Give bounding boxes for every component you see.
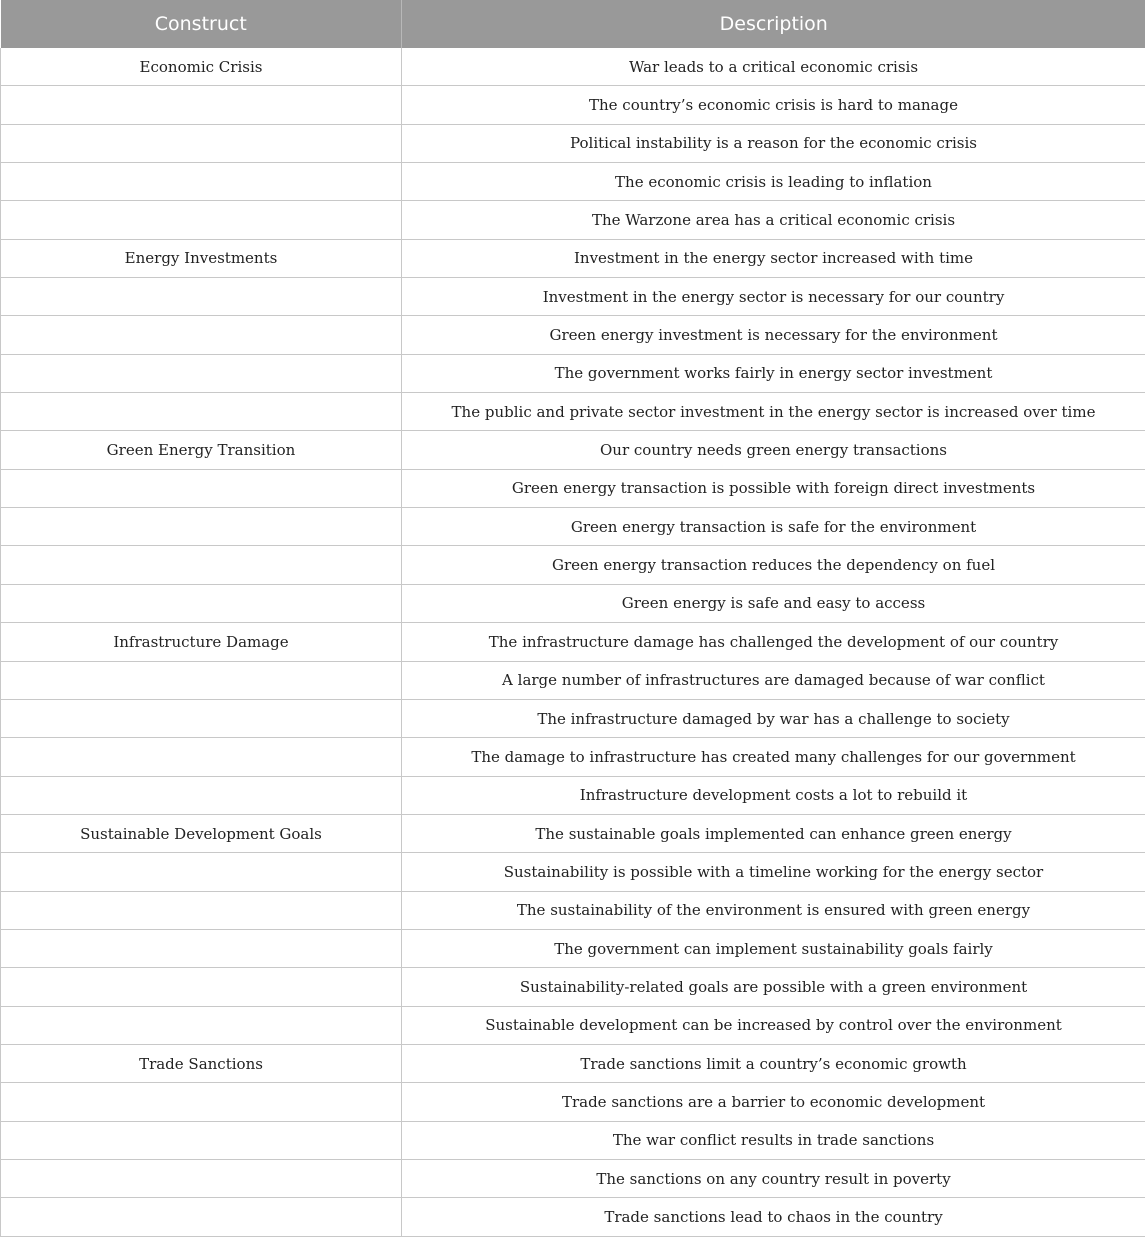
construct-cell — [1, 891, 402, 929]
header-description: Description — [402, 0, 1145, 48]
table-row — [1, 469, 1145, 507]
table-row — [1, 1083, 1145, 1121]
description-cell: The country’s economic crisis is hard to manage — [402, 86, 1145, 124]
header-row — [1, 0, 1145, 48]
description-cell: Sustainable development can be increased by control over the environment — [402, 1006, 1145, 1044]
description-cell: Our country needs green energy transactions — [402, 431, 1145, 469]
description-cell: The Warzone area has a critical economic crisis — [402, 201, 1145, 239]
table-row — [1, 776, 1145, 814]
table-row — [1, 239, 1145, 277]
description-cell: The sustainable goals implemented can enhance green energy — [402, 814, 1145, 852]
construct-cell — [1, 661, 402, 699]
table-row — [1, 86, 1145, 124]
table-row — [1, 584, 1145, 622]
construct-cell — [1, 968, 402, 1006]
table-body — [1, 48, 1145, 1236]
description-cell: The public and private sector investment in the energy sector is increased over time — [402, 393, 1145, 431]
description-cell: Trade sanctions limit a country’s economic growth — [402, 1044, 1145, 1082]
description-cell: Green energy is safe and easy to access — [402, 584, 1145, 622]
construct-cell: Trade Sanctions — [1, 1044, 402, 1082]
table-row — [1, 163, 1145, 201]
table-row — [1, 929, 1145, 967]
description-cell: Sustainability-related goals are possible with a green environment — [402, 968, 1145, 1006]
table-header — [1, 0, 1145, 48]
table-row — [1, 1006, 1145, 1044]
table-row — [1, 1198, 1145, 1236]
table-row — [1, 968, 1145, 1006]
description-cell: War leads to a critical economic crisis — [402, 48, 1145, 86]
description-cell: The damage to infrastructure has created many challenges for our government — [402, 738, 1145, 776]
table-row — [1, 393, 1145, 431]
construct-cell — [1, 1198, 402, 1236]
header-construct: Construct — [1, 0, 402, 48]
construct-cell — [1, 1083, 402, 1121]
construct-cell — [1, 776, 402, 814]
description-cell: Trade sanctions lead to chaos in the country — [402, 1198, 1145, 1236]
construct-cell — [1, 699, 402, 737]
description-cell: Green energy transaction is possible with foreign direct investments — [402, 469, 1145, 507]
description-cell: Investment in the energy sector increased with time — [402, 239, 1145, 277]
table-row — [1, 546, 1145, 584]
description-cell: The sanctions on any country result in poverty — [402, 1159, 1145, 1197]
construct-cell — [1, 929, 402, 967]
construct-cell — [1, 201, 402, 239]
table-row — [1, 814, 1145, 852]
construct-cell — [1, 853, 402, 891]
description-cell: Green energy transaction is safe for the environment — [402, 508, 1145, 546]
construct-cell — [1, 584, 402, 622]
description-cell: Infrastructure development costs a lot to rebuild it — [402, 776, 1145, 814]
construct-cell — [1, 124, 402, 162]
construct-cell — [1, 508, 402, 546]
table-row — [1, 891, 1145, 929]
construct-cell: Sustainable Development Goals — [1, 814, 402, 852]
description-cell: A large number of infrastructures are damaged because of war conflict — [402, 661, 1145, 699]
table-row — [1, 278, 1145, 316]
construct-cell — [1, 316, 402, 354]
construct-cell — [1, 469, 402, 507]
construct-cell — [1, 354, 402, 392]
description-cell: Trade sanctions are a barrier to economic development — [402, 1083, 1145, 1121]
description-cell: Investment in the energy sector is necessary for our country — [402, 278, 1145, 316]
construct-cell — [1, 393, 402, 431]
table-row — [1, 699, 1145, 737]
table-row — [1, 508, 1145, 546]
construct-cell: Energy Investments — [1, 239, 402, 277]
description-cell: The sustainability of the environment is ensured with green energy — [402, 891, 1145, 929]
description-cell: Green energy investment is necessary for the environment — [402, 316, 1145, 354]
table-row — [1, 201, 1145, 239]
construct-cell — [1, 1121, 402, 1159]
construct-cell — [1, 278, 402, 316]
description-cell: The government can implement sustainability goals fairly — [402, 929, 1145, 967]
description-cell: The government works fairly in energy sector investment — [402, 354, 1145, 392]
description-cell: The infrastructure damaged by war has a challenge to society — [402, 699, 1145, 737]
table-row — [1, 1159, 1145, 1197]
table-row — [1, 738, 1145, 776]
construct-cell — [1, 163, 402, 201]
table-row — [1, 431, 1145, 469]
table-row — [1, 124, 1145, 162]
table-row — [1, 316, 1145, 354]
table-row — [1, 354, 1145, 392]
description-cell: The war conflict results in trade sanctions — [402, 1121, 1145, 1159]
construct-cell: Green Energy Transition — [1, 431, 402, 469]
construct-cell — [1, 86, 402, 124]
table-row — [1, 1121, 1145, 1159]
construct-cell — [1, 1159, 402, 1197]
table-row — [1, 1044, 1145, 1082]
description-cell: Political instability is a reason for the economic crisis — [402, 124, 1145, 162]
table-row — [1, 623, 1145, 661]
construct-cell: Economic Crisis — [1, 48, 402, 86]
description-cell: The infrastructure damage has challenged the development of our country — [402, 623, 1145, 661]
description-cell: The economic crisis is leading to inflation — [402, 163, 1145, 201]
table-row — [1, 48, 1145, 86]
table-row — [1, 853, 1145, 891]
table-row — [1, 661, 1145, 699]
construct-cell: Infrastructure Damage — [1, 623, 402, 661]
construct-cell — [1, 738, 402, 776]
description-cell: Green energy transaction reduces the dependency on fuel — [402, 546, 1145, 584]
construct-cell — [1, 1006, 402, 1044]
construct-cell — [1, 546, 402, 584]
description-cell: Sustainability is possible with a timeline working for the energy sector — [402, 853, 1145, 891]
